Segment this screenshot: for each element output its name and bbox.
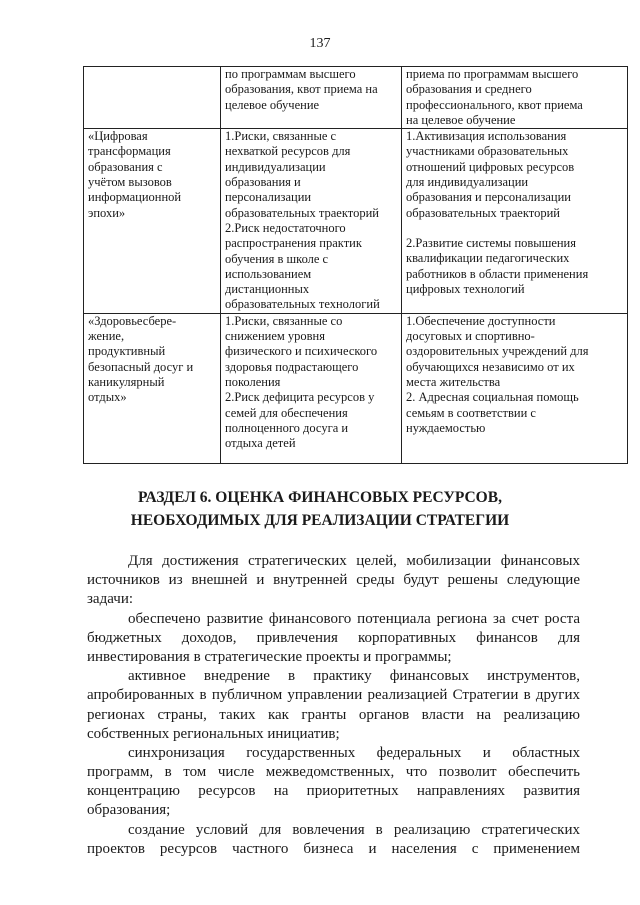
table-row [84,67,628,129]
text-line: инвестирования в стратегические проекты и программы; [87,648,452,665]
cell-line: для индивидуализации [406,175,529,190]
table-row [84,129,628,314]
cell-line: работников в области применения [406,266,589,281]
cell-line: образовательных траекторий [225,205,379,220]
cell-line: нуждаемостью [406,420,486,435]
cell-line: снижением уровня [225,329,325,344]
text-line: регионах страны, таких как гранты органов власти на реализацию [87,706,580,723]
cell-line: образования и [225,175,301,190]
cell-line: использованием [225,266,312,281]
cell-line: по программам высшего [225,67,356,81]
cell-line: 2.Развитие системы повышения [406,235,577,250]
cell-line: 1.Активизация использования [406,129,567,144]
cell-line: дистанционных [225,282,310,297]
cell-line: семей для обеспечения [225,405,348,420]
cell-line: 1.Риски, связанные со [225,313,343,328]
text-line: апробированных в публичном управлении реализацией Стратегии в других [87,687,580,704]
text-line: создание условий для вовлечения в реализацию стратегических [128,821,580,838]
cell-line: отдых» [88,390,127,405]
cell-line: трансформация [88,144,171,159]
cell-line: образования и персонализации [406,190,571,205]
strategy-table [83,66,628,464]
cell-line: образования, квот приема на [225,82,378,97]
cell-line: образовательных траекторий [406,205,560,220]
page-number: 137 [309,36,331,51]
text-line: Для достижения стратегических целей, мобилизации финансовых [128,553,580,569]
text-line: активное внедрение в практику финансовых инструментов, [128,668,580,685]
measures-group-2 [406,236,623,297]
cell-line: персонализации [225,190,312,205]
cell-line: 1.Обеспечение доступности [406,313,556,328]
cell-line: «Цифровая [88,129,148,144]
cell-line: отдыха детей [225,436,296,451]
section-title-line: РАЗДЕЛ 6. ОЦЕНКА ФИНАНСОВЫХ РЕСУРСОВ, [138,489,502,506]
text-line: проектов ресурсов частного бизнеса и населения с применением [87,840,580,857]
cell-line: 2. Адресная социальная помощь [406,390,579,405]
text-line: синхронизация государственных федеральных и областных [128,744,580,761]
cell-line: продуктивный [88,344,166,359]
cell-line: образования и среднего [406,82,532,97]
cell-line: обучения в школе с [225,251,329,266]
table-cell-risks [221,313,402,463]
text-line: образования; [87,802,171,819]
text-line: концентрацию ресурсов на приоритетных направлениях развития [87,783,580,800]
cell-line: здоровья подрастающего [225,359,359,374]
cell-line: участниками образовательных [406,144,569,159]
paragraph-gap [406,221,623,236]
cell-line: эпохи» [88,205,126,220]
cell-line: квалификации педагогических [406,251,570,266]
body-text [87,552,580,859]
text-line: собственных региональных инициатив; [87,725,340,742]
cell-line: физического и психического [225,344,378,359]
cell-line: 1.Риски, связанные с [225,129,337,144]
cell-line: образования с [88,159,163,174]
cell-line: досуговых и спортивно- [406,329,535,344]
table-cell-measures [402,129,628,314]
measures-group-1 [406,129,623,221]
cell-line: 2.Риск недостаточного [225,220,346,235]
cell-line: распространения практик [225,236,362,251]
section-title [0,486,640,532]
table-cell-measures [402,67,628,129]
cell-line: поколения [225,374,281,389]
cell-line: информационной [88,190,182,205]
text-line: обеспечено развитие финансового потенциала региона за счет роста [128,610,580,627]
cell-line: 2.Риск дефицита ресурсов у [225,390,375,405]
text-line: задачи: [87,591,134,608]
cell-line: оздоровительных учреждений для [406,344,589,359]
table-row [84,313,628,463]
cell-line: места жительства [406,374,501,389]
cell-line: семьям в соответствии с [406,405,536,420]
text-line: бюджетных доходов, привлечения корпоративных финансов для [87,629,580,646]
cell-line: цифровых технологий [406,281,525,296]
cell-line: образовательных технологий [225,297,380,312]
cell-line: «Здоровьесбере- [88,313,177,328]
cell-line: нехваткой ресурсов для [225,144,351,159]
cell-line: профессионального, квот приема [406,97,583,112]
cell-line: целевое обучение [225,97,320,112]
section-title-line: НЕОБХОДИМЫХ ДЛЯ РЕАЛИЗАЦИИ СТРАТЕГИИ [130,512,510,529]
cell-line: безопасный досуг и [88,359,194,374]
table-cell-risks [221,129,402,314]
cell-line: жение, [88,329,125,344]
cell-line: отношений цифровых ресурсов [406,159,575,174]
table-cell-direction [84,129,221,314]
table-cell-direction [84,313,221,463]
cell-line: приема по программам высшего [406,67,579,81]
cell-line: индивидуализации [225,159,326,174]
cell-line: обучающихся независимо от их [406,359,575,374]
cell-line: на целевое обучение [406,112,516,127]
cell-line: учётом вызовов [88,175,172,190]
text-line: программ, в том числе межведомственных, что позволит обеспечить [87,764,580,781]
table-cell-direction [84,67,221,129]
text-line: источников из внешней и внутренней среды будут решены следующие [87,572,580,589]
table-cell-risks [221,67,402,129]
table-cell-measures [402,313,628,463]
cell-line: полноценного досуга и [225,420,349,435]
cell-line: каникулярный [88,374,165,389]
